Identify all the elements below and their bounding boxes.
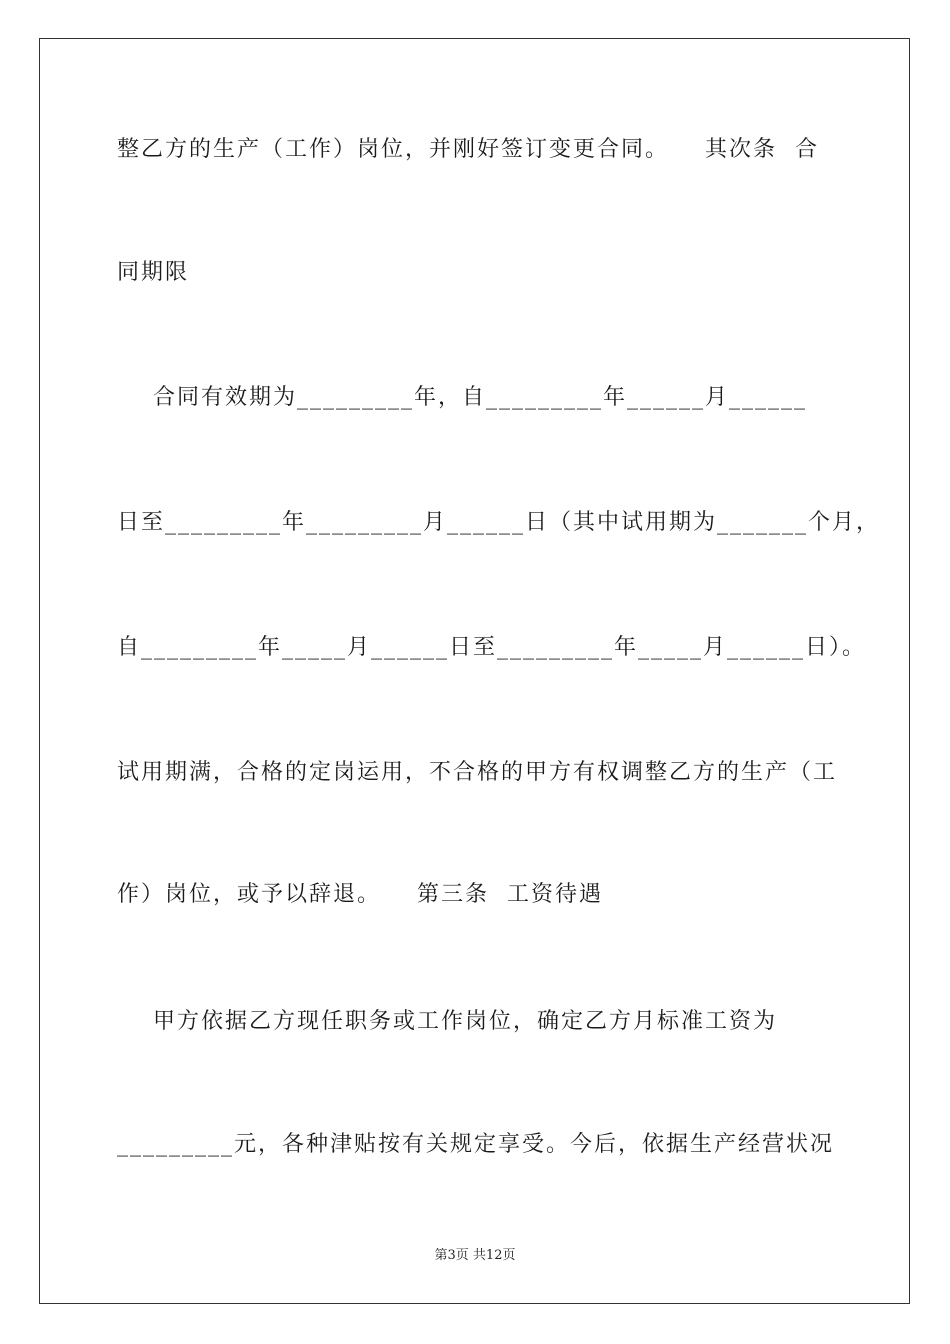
text-line: _________元，各种津贴按有关规定享受。今后，依据生产经营状况 (117, 1132, 835, 1157)
text-line: 整乙方的生产（工作）岗位，并刚好签订变更合同。 其次条 合 (117, 137, 819, 162)
text-line: 作）岗位，或予以辞退。 第三条 工资待遇 (117, 882, 603, 907)
text-line: 自_________年_____月______日至_________年_____月______日）。 (117, 635, 867, 660)
page-number-footer: 第3页 共12页 (434, 1248, 516, 1263)
page-border (39, 38, 910, 1304)
text-line: 同期限 (117, 260, 190, 285)
text-line: 甲方依据乙方现任职务或工作岗位，确定乙方月标准工资为 (117, 1009, 777, 1034)
text-line: 试用期满，合格的定岗运用，不合格的甲方有权调整乙方的生产（工 (117, 760, 838, 785)
text-line: 合同有效期为_________年，自_________年______月______ (117, 385, 807, 410)
text-line: 日至_________年_________月______日（其中试用期为_______个月， (117, 510, 881, 535)
